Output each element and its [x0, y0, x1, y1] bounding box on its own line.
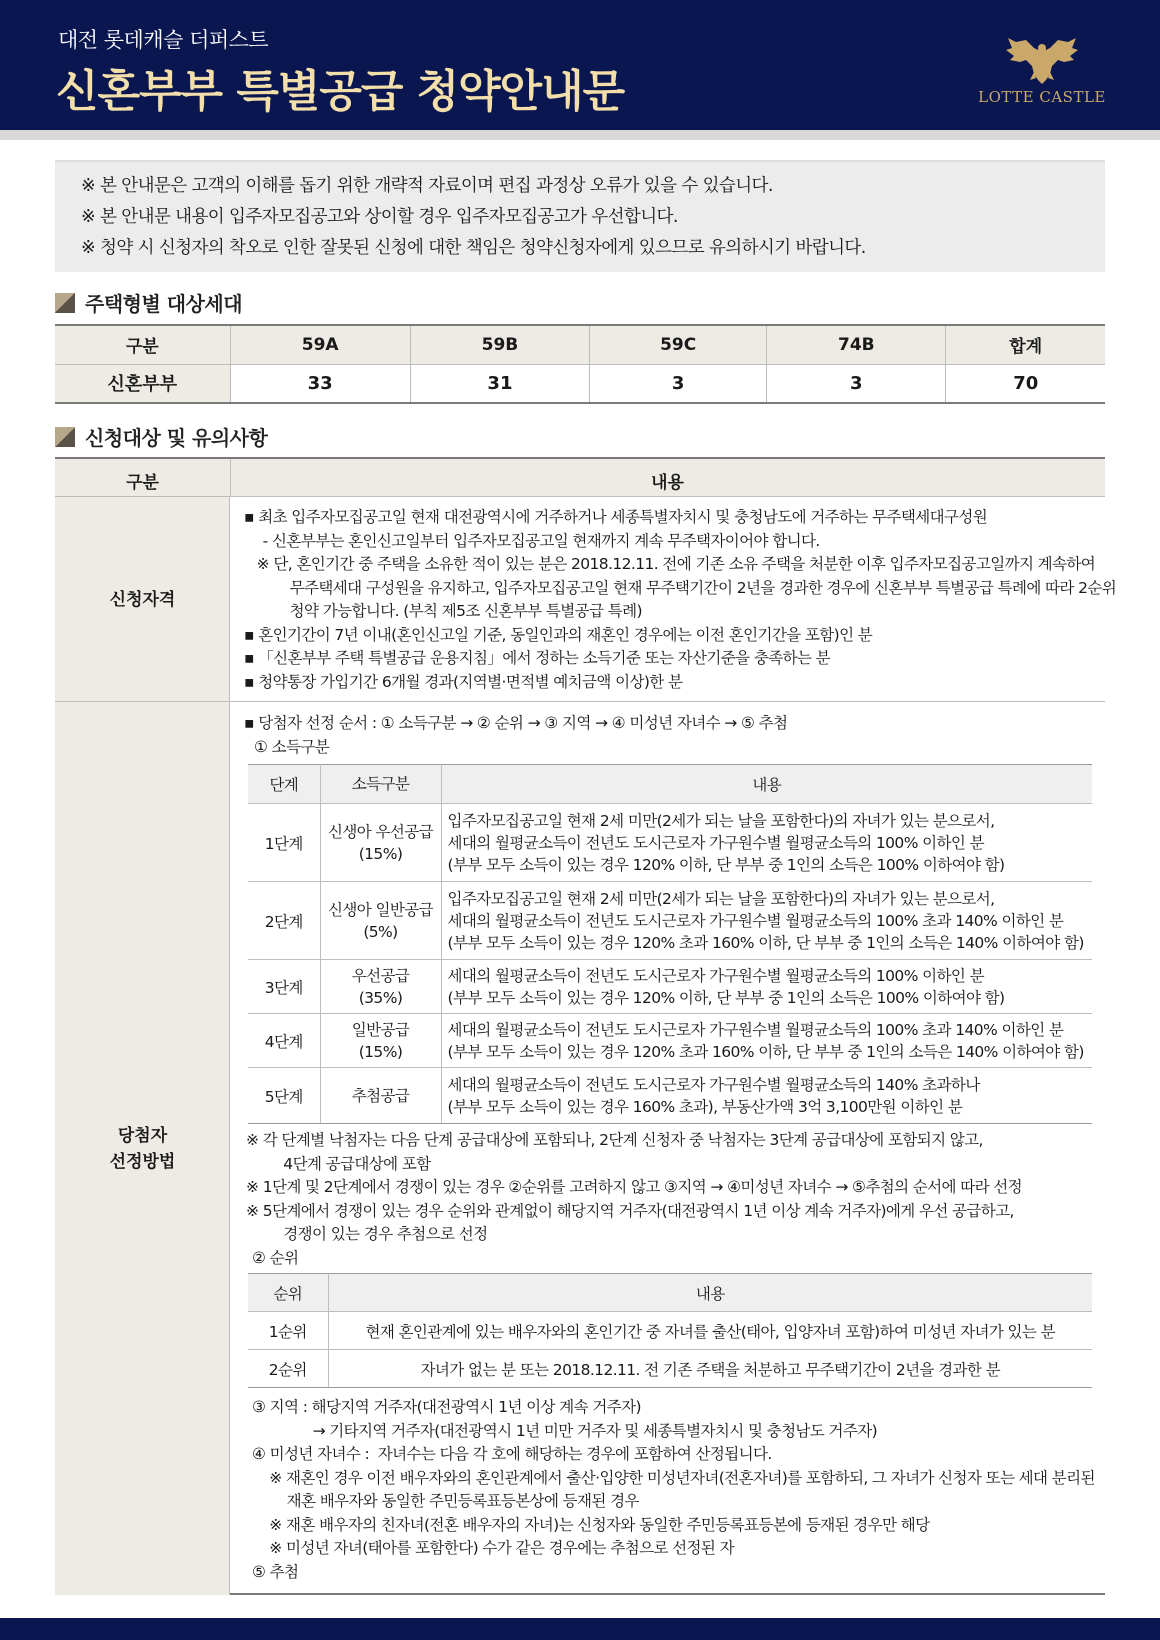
- table-row: [248, 1350, 1092, 1388]
- stage-cell: 5단계: [248, 1068, 320, 1124]
- stage-cell: 4단계: [248, 1014, 320, 1068]
- row-divider: [55, 701, 1105, 702]
- income-notes: [246, 1129, 1022, 1270]
- table-cell: 3: [590, 364, 767, 403]
- page-footer-bar: [0, 1618, 1160, 1640]
- table-header-cell: 순위: [248, 1274, 328, 1312]
- notice-line: ※ 본 안내문은 고객의 이해를 돕기 위한 개략적 자료이며 편집 과정상 오류가 있을 수 있습니다.: [81, 176, 773, 196]
- text-line: ② 순위: [252, 1248, 299, 1267]
- page-header: [0, 0, 1160, 130]
- stage-cell: 3단계: [248, 960, 320, 1014]
- type-label: 신생아 우선공급: [328, 822, 433, 841]
- table-header-cell: 내용: [328, 1274, 1092, 1312]
- rank-table: [248, 1273, 1092, 1388]
- rank-cell: 1순위: [248, 1312, 328, 1350]
- text-line: - 신혼부부는 혼인신고일부터 입주자모집공고일 현재까지 계속 무주택자이어야 합니다.: [254, 531, 820, 550]
- text-line: ③ 지역 : 해당지역 거주자(대전광역시 1년 이상 계속 거주자): [252, 1398, 641, 1416]
- table-header-row: [248, 1274, 1092, 1312]
- text-line: 입주자모집공고일 현재 2세 미만(2세가 되는 날을 포함한다)의 자녀가 있는 분으로서,: [447, 889, 995, 908]
- type-percent: (35%): [358, 988, 403, 1007]
- text-line: (부부 모두 소득이 있는 경우 120% 이하, 단 부부 중 1인의 소득은 100% 이하여야 함): [447, 855, 1005, 874]
- text-line: (부부 모두 소득이 있는 경우 160% 초과), 부동산가액 3억 3,100만원 이하인 분: [447, 1097, 963, 1116]
- text-line: 입주자모집공고일 현재 2세 미만(2세가 되는 날을 포함한다)의 자녀가 있는 분으로서,: [447, 811, 995, 830]
- lotte-castle-logo: [972, 36, 1112, 108]
- table-header-cell: 59A: [230, 325, 410, 364]
- table-header-row: [55, 459, 1105, 497]
- table-header-cell: 구분: [55, 325, 230, 364]
- table-header-row: [248, 765, 1092, 804]
- table-cell: 3: [767, 364, 946, 403]
- type-percent: (15%): [358, 844, 403, 863]
- table-row: [248, 1014, 1092, 1068]
- table-cell: 33: [230, 364, 410, 403]
- text-line: ▪ 청약통장 가입기간 6개월 경과(지역별·면적별 예치금액 이상)한 분: [244, 672, 683, 691]
- text-line: ▪ 최초 입주자모집공고일 현재 대전광역시에 거주하거나 세종특별자치시 및 충청남도에 거주하는 무주택세대구성원: [244, 508, 988, 526]
- type-label: 신생아 일반공급: [328, 900, 433, 919]
- eagle-icon: [1004, 36, 1080, 86]
- content-cell: [441, 804, 1092, 882]
- notice-line: ※ 청약 시 신청자의 착오로 인한 잘못된 신청에 대한 책임은 청약신청자에게 있으므로 유의하시기 바랍니다.: [81, 238, 866, 258]
- text-line: ▪ 당첨자 선정 순서 : ① 소득구분 → ② 순위 → ③ 지역 → ④ 미성년 자녀수 → ⑤ 추첨: [244, 714, 788, 732]
- text-line: (부부 모두 소득이 있는 경우 120% 이하, 단 부부 중 1인의 소득은 100% 이하여야 함): [447, 988, 1005, 1007]
- section-marker-icon: [55, 427, 75, 447]
- text-line: ※ 5단계에서 경쟁이 있는 경우 순위와 관계없이 해당지역 거주자(대전광역시 1년 이상 계속 거주자)에게 우선 공급하고,: [246, 1201, 1014, 1220]
- table-header-row: [55, 325, 1105, 364]
- type-label: 추첨공급: [351, 1086, 410, 1105]
- page-title: 신혼부부 특별공급 청약안내문: [56, 66, 625, 117]
- text-line: 세대의 월평균소득이 전년도 도시근로자 가구원수별 월평균소득의 100% 이하인 분: [447, 966, 984, 985]
- header-subtitle: 대전 롯데캐슬 더퍼스트: [58, 28, 269, 52]
- content-cell: 현재 혼인관계에 있는 배우자와의 혼인기간 중 자녀를 출산(태아, 입양자녀 포함)하여 미성년 자녀가 있는 분: [328, 1312, 1092, 1350]
- text-line: ※ 1단계 및 2단계에서 경쟁이 있는 경우 ②순위를 고려하지 않고 ③지역 → ④미성년 자녀수 → ⑤추첨의 순서에 따라 선정: [246, 1178, 1023, 1196]
- text-line: ▪ 혼인기간이 7년 이내(혼인신고일 기준, 동일인과의 재혼인 경우에는 이전 혼인기간을 포함)인 분: [244, 625, 873, 644]
- table-cell: 31: [410, 364, 589, 403]
- text-line: 세대의 월평균소득이 전년도 도시근로자 가구원수별 월평균소득의 140% 초과하나: [447, 1075, 980, 1094]
- content-cell: [441, 1014, 1092, 1068]
- type-cell: [320, 882, 441, 960]
- notice-line: ※ 본 안내문 내용이 입주자모집공고와 상이할 경우 입주자모집공고가 우선합니다.: [81, 207, 678, 227]
- text-line: 청약 가능합니다. (부칙 제5조 신혼부부 특별공급 특례): [268, 602, 642, 620]
- table-row: [248, 804, 1092, 882]
- text-line: ▪ 「신혼부부 주택 특별공급 운용지침」에서 정하는 소득기준 또는 자산기준을 충족하는 분: [244, 649, 831, 667]
- text-line: ① 소득구분: [254, 737, 330, 756]
- table-header-cell: 59B: [410, 325, 589, 364]
- table-cell: 70: [946, 364, 1105, 403]
- text-line: ④ 미성년 자녀수 : 자녀수는 다음 각 호에 해당하는 경우에 포함하여 산정됩니다.: [252, 1445, 772, 1463]
- type-cell: [320, 1068, 441, 1124]
- type-label: 우선공급: [351, 966, 410, 985]
- text-line: 경쟁이 있는 경우 추첨으로 선정: [266, 1225, 488, 1243]
- table-row: [248, 1068, 1092, 1124]
- type-cell: [320, 1014, 441, 1068]
- section-marker-icon: [55, 293, 75, 313]
- text-line: ※ 미성년 자녀(태아를 포함한다) 수가 같은 경우에는 추첨으로 선정된 자: [252, 1539, 734, 1557]
- rank-cell: 2순위: [248, 1350, 328, 1388]
- section-title-text: 주택형별 대상세대: [85, 292, 243, 316]
- type-cell: [320, 804, 441, 882]
- text-line: (부부 모두 소득이 있는 경우 120% 초과 160% 이하, 단 부부 중 1인의 소득은 140% 이하여야 함): [447, 933, 1084, 952]
- type-cell: [320, 960, 441, 1014]
- unit-count-table: [55, 324, 1105, 404]
- table-row: [248, 882, 1092, 960]
- section-title-units: [55, 288, 242, 317]
- selection-order-text: [244, 712, 787, 759]
- section-title-eligibility: [55, 422, 267, 451]
- text-line: 4단계 공급대상에 포함: [266, 1154, 431, 1173]
- logo-text: LOTTE CASTLE: [978, 88, 1106, 106]
- content-cell: [441, 882, 1092, 960]
- type-percent: (15%): [358, 1042, 403, 1061]
- table-header-cell: 단계: [248, 765, 320, 804]
- text-line: → 기타지역 거주자(대전광역시 1년 미만 거주자 및 세종특별자치시 및 충청남도 거주자): [252, 1421, 878, 1440]
- header-divider: [0, 130, 1160, 140]
- table-header-cell: 74B: [767, 325, 946, 364]
- type-label: 일반공급: [351, 1020, 410, 1039]
- table-cell: 신혼부부: [55, 364, 230, 403]
- text-line: 세대의 월평균소득이 전년도 도시근로자 가구원수별 월평균소득의 100% 초과 140% 이하인 분: [447, 1020, 1064, 1039]
- selection-label-line: 선정방법: [109, 1152, 176, 1172]
- stage-cell: 2단계: [248, 882, 320, 960]
- notice-box: [55, 160, 1105, 272]
- text-line: ⑤ 추첨: [252, 1562, 299, 1581]
- stage-cell: 1단계: [248, 804, 320, 882]
- table-row: [248, 1312, 1092, 1350]
- text-line: 재혼 배우자와 동일한 주민등록표등본상에 등재된 경우: [252, 1492, 639, 1510]
- label-column: [55, 497, 230, 1595]
- table-header-cell: 합계: [946, 325, 1105, 364]
- content-cell: [441, 1068, 1092, 1124]
- tail-notes: [252, 1396, 1095, 1584]
- qualification-text: [244, 506, 1116, 694]
- qualification-label: 신청자격: [109, 590, 176, 610]
- text-line: ※ 재혼 배우자의 친자녀(전혼 배우자의 자녀)는 신청자와 동일한 주민등록표등본에 등재된 경우만 해당: [252, 1515, 930, 1534]
- content-cell: 자녀가 없는 분 또는 2018.12.11. 전 기존 주택을 처분하고 무주택기간이 2년을 경과한 분: [328, 1350, 1092, 1388]
- table-row: [55, 364, 1105, 403]
- text-line: ※ 단, 혼인기간 중 주택을 소유한 적이 있는 분은 2018.12.11. 전에 기존 소유 주택을 처분한 이후 입주자모집공고일까지 계속하여: [248, 555, 1096, 573]
- text-line: 세대의 월평균소득이 전년도 도시근로자 가구원수별 월평균소득의 100% 이하인 분: [447, 833, 984, 852]
- table-header-cell: 구분: [126, 473, 159, 493]
- content-cell: [441, 960, 1092, 1014]
- text-line: 세대의 월평균소득이 전년도 도시근로자 가구원수별 월평균소득의 100% 초과 140% 이하인 분: [447, 911, 1064, 930]
- selection-label-line: 당첨자: [117, 1126, 168, 1146]
- table-header-cell: 소득구분: [320, 765, 441, 804]
- type-percent: (5%): [363, 922, 398, 941]
- text-line: ※ 각 단계별 낙첨자는 다음 단계 공급대상에 포함되나, 2단계 신청자 중 낙첨자는 3단계 공급대상에 포함되지 않고,: [246, 1131, 983, 1149]
- table-row: [248, 960, 1092, 1014]
- section-title-text: 신청대상 및 유의사항: [85, 426, 268, 450]
- table-header-cell: 59C: [590, 325, 767, 364]
- text-line: 무주택세대 구성원을 유지하고, 입주자모집공고일 현재 무주택기간이 2년을 경과한 경우에 신혼부부 특별공급 특례에 따라 2순위: [268, 578, 1117, 597]
- table-header-cell: 내용: [441, 765, 1092, 804]
- income-table: [248, 764, 1092, 1124]
- table-header-cell: 내용: [651, 473, 684, 493]
- column-divider: [230, 459, 231, 497]
- text-line: ※ 재혼인 경우 이전 배우자와의 혼인관계에서 출산·입양한 미성년자녀(전혼자녀)를 포함하되, 그 자녀가 신청자 또는 세대 분리된: [252, 1468, 1095, 1487]
- text-line: (부부 모두 소득이 있는 경우 120% 초과 160% 이하, 단 부부 중 1인의 소득은 140% 이하여야 함): [447, 1042, 1084, 1061]
